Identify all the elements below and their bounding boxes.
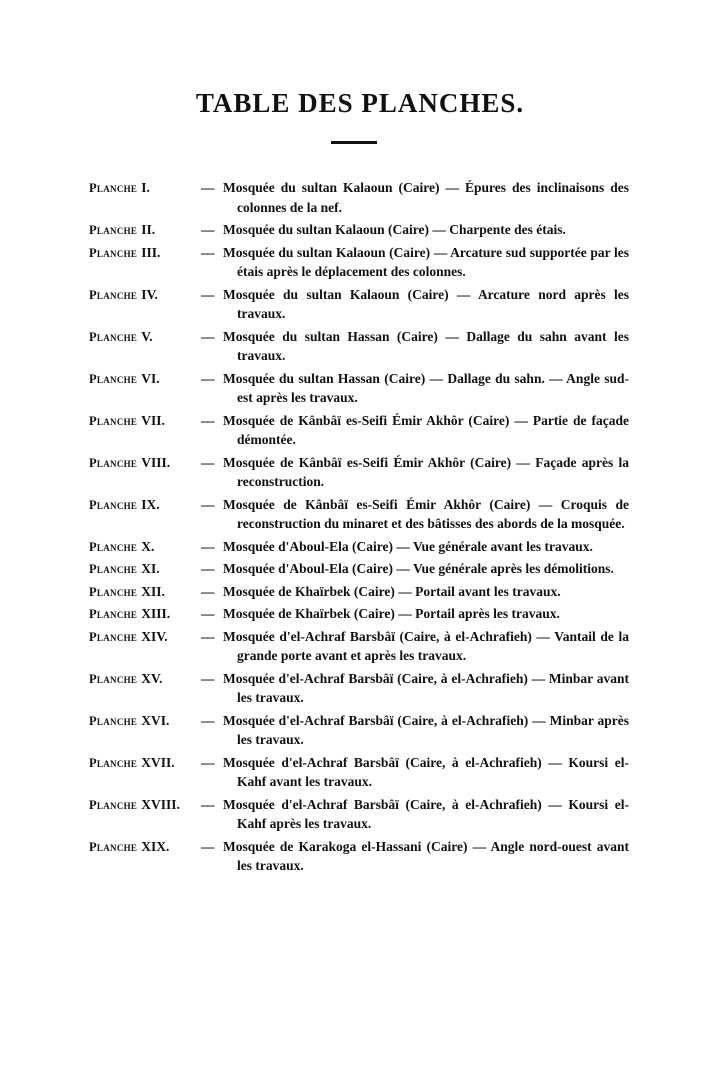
plate-word: Planche	[89, 455, 138, 470]
plate-dash: —	[201, 222, 215, 237]
plate-dash: —	[201, 712, 215, 728]
plate-description: Mosquée de Kânbâï es-Seifi Émir Akhôr (Caire) — Partie de façade démontée.	[223, 412, 629, 447]
plate-entry	[89, 178, 629, 217]
plate-word: Planche	[89, 181, 138, 195]
plate-entry	[89, 243, 629, 282]
plate-description: Mosquée du sultan Kalaoun (Caire) — Épures des inclinaisons des colonnes de la nef.	[223, 180, 629, 215]
plate-number: II.	[141, 222, 156, 237]
plate-dash: —	[201, 538, 215, 554]
plate-label	[89, 285, 201, 306]
plate-description: Mosquée du sultan Hassan (Caire) — Dallage du sahn avant les travaux.	[223, 328, 629, 363]
plate-number: VIII.	[141, 454, 171, 470]
plate-entry	[89, 537, 629, 557]
plate-entry	[89, 220, 629, 240]
plate-dash: —	[201, 838, 215, 854]
plate-entry	[89, 327, 629, 366]
plate-word: Planche	[89, 629, 138, 644]
plate-entry	[89, 582, 629, 602]
plate-entry	[89, 604, 629, 624]
plate-label	[89, 495, 201, 516]
plate-word: Planche	[89, 539, 138, 554]
plate-label	[89, 669, 201, 690]
plate-number: XI.	[141, 561, 160, 576]
plate-label	[89, 711, 201, 732]
plate-word: Planche	[89, 713, 138, 728]
plate-entry	[89, 753, 629, 792]
plate-word: Planche	[89, 371, 138, 386]
plate-description: Mosquée du sultan Kalaoun (Caire) — Charpente des étais.	[223, 222, 566, 237]
plates-list	[89, 178, 629, 879]
plate-dash: —	[201, 606, 215, 621]
title-rule	[331, 141, 377, 144]
plate-word: Planche	[89, 413, 138, 428]
plate-number: V.	[141, 328, 153, 344]
plate-word: Planche	[89, 671, 138, 686]
plate-number: XV.	[141, 670, 163, 686]
plate-label	[89, 178, 201, 199]
plate-word: Planche	[89, 584, 138, 599]
plate-label	[89, 837, 201, 858]
plate-number: XVI.	[141, 712, 170, 728]
plate-label	[89, 327, 201, 348]
plate-word: Planche	[89, 329, 138, 344]
plate-word: Planche	[89, 245, 138, 260]
plate-number: III.	[141, 244, 161, 260]
plate-dash: —	[201, 670, 215, 686]
plate-dash: —	[201, 180, 215, 195]
plate-dash: —	[201, 754, 215, 770]
plate-entry	[89, 627, 629, 666]
plate-description: Mosquée de Khaïrbek (Caire) — Portail avant les travaux.	[223, 583, 561, 599]
plate-number: VI.	[141, 370, 160, 386]
plate-entry	[89, 369, 629, 408]
plate-number: XIX.	[141, 838, 170, 854]
plate-entry	[89, 453, 629, 492]
plate-description: Mosquée du sultan Kalaoun (Caire) — Arcature nord après les travaux.	[223, 286, 629, 321]
plate-word: Planche	[89, 607, 138, 621]
plate-number: XII.	[141, 583, 165, 599]
plate-number: XVII.	[141, 754, 175, 770]
plate-dash: —	[201, 286, 215, 302]
plate-label	[89, 627, 201, 648]
plate-dash: —	[201, 561, 215, 576]
page-title: TABLE DES PLANCHES.	[195, 88, 525, 118]
plate-entry	[89, 559, 629, 579]
plate-label	[89, 537, 201, 558]
plate-entry	[89, 669, 629, 708]
plate-number: XIV.	[141, 628, 168, 644]
plate-dash: —	[201, 370, 215, 386]
plate-number: XVIII.	[141, 796, 180, 812]
plate-label	[89, 582, 201, 603]
plate-dash: —	[201, 583, 215, 599]
plate-number: X.	[141, 538, 155, 554]
plate-number: I.	[141, 180, 150, 195]
plate-word: Planche	[89, 497, 138, 512]
plate-label	[89, 453, 201, 474]
plate-word: Planche	[89, 223, 138, 237]
plate-entry	[89, 795, 629, 834]
plate-description: Mosquée de Khaïrbek (Caire) — Portail après les travaux.	[223, 606, 560, 621]
plate-label	[89, 604, 201, 625]
plate-label	[89, 795, 201, 816]
plate-description: Mosquée du sultan Hassan (Caire) — Dallage du sahn. — Angle sud-est après les travaux.	[223, 370, 629, 405]
plate-entry	[89, 711, 629, 750]
plate-description: Mosquée d'el-Achraf Barsbâï (Caire, à el-Achrafieh) — Minbar avant les travaux.	[223, 670, 629, 705]
plate-description: Mosquée d'el-Achraf Barsbâï (Caire, à el-Achrafieh) — Koursi el-Kahf avant les travaux.	[223, 754, 629, 789]
plate-entry	[89, 495, 629, 534]
plate-entry	[89, 837, 629, 876]
plate-dash: —	[201, 628, 215, 644]
plate-description: Mosquée d'Aboul-Ela (Caire) — Vue générale après les démolitions.	[223, 561, 614, 576]
plate-word: Planche	[89, 287, 138, 302]
plate-dash: —	[201, 454, 215, 470]
plate-entry	[89, 411, 629, 450]
plate-word: Planche	[89, 755, 138, 770]
plate-label	[89, 411, 201, 432]
plate-label	[89, 243, 201, 264]
plate-description: Mosquée de Kânbâï es-Seifi Émir Akhôr (Caire) — Façade après la reconstruction.	[223, 454, 629, 489]
plate-number: IV.	[141, 286, 158, 302]
plate-dash: —	[201, 328, 215, 344]
plate-description: Mosquée d'Aboul-Ela (Caire) — Vue générale avant les travaux.	[223, 538, 593, 554]
plate-number: VII.	[141, 412, 165, 428]
plate-dash: —	[201, 244, 215, 260]
plate-dash: —	[201, 412, 215, 428]
plate-description: Mosquée d'el-Achraf Barsbâï (Caire, à el-Achrafieh) — Vantail de la grande porte avant et après les travaux.	[223, 628, 629, 663]
plate-label	[89, 559, 201, 580]
plate-word: Planche	[89, 839, 138, 854]
plate-number: XIII.	[141, 606, 171, 621]
plate-dash: —	[201, 796, 215, 812]
plate-label	[89, 369, 201, 390]
plate-description: Mosquée de Kânbâï es-Seifi Émir Akhôr (Caire) — Croquis de reconstruction du minaret et des bâtisses des abords de la mosquée.	[223, 496, 629, 531]
plate-label	[89, 220, 201, 241]
plate-description: Mosquée d'el-Achraf Barsbâï (Caire, à el-Achrafieh) — Koursi el-Kahf après les travaux.	[223, 796, 629, 831]
plate-word: Planche	[89, 797, 138, 812]
plate-label	[89, 753, 201, 774]
plate-description: Mosquée d'el-Achraf Barsbâï (Caire, à el-Achrafieh) — Minbar après les travaux.	[223, 712, 629, 747]
plate-entry	[89, 285, 629, 324]
plate-word: Planche	[89, 562, 138, 576]
plate-number: IX.	[141, 496, 160, 512]
plate-description: Mosquée du sultan Kalaoun (Caire) — Arcature sud supportée par les étais après le déplacement des colonnes.	[223, 244, 629, 279]
plate-description: Mosquée de Karakoga el-Hassani (Caire) — Angle nord-ouest avant les travaux.	[223, 838, 629, 873]
plate-dash: —	[201, 496, 215, 512]
